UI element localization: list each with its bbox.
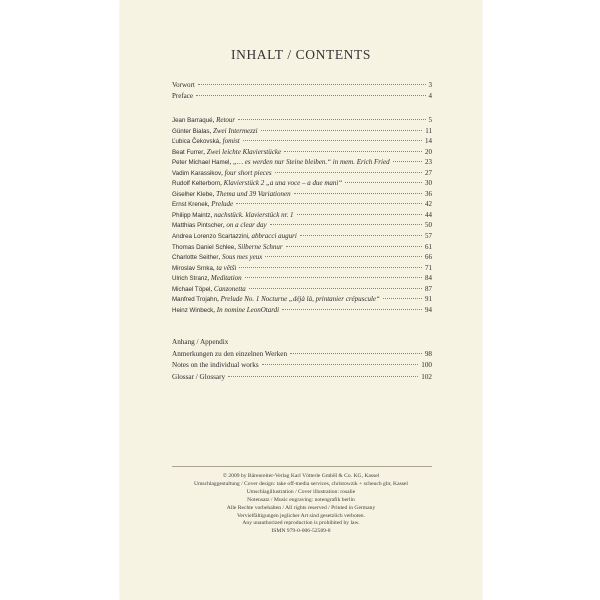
composer-name: Ulrich Stranz: [172, 275, 208, 283]
work-title: four short pieces: [224, 168, 272, 177]
composer-name: Vadim Karassikov: [172, 169, 222, 177]
leader-dots: [383, 298, 422, 299]
toc-entry-work: [172, 189, 432, 200]
toc-entry-work: [172, 126, 432, 137]
page-number: 50: [425, 221, 432, 230]
imprint-line: Any unauthorized reproduction is prohibited by law.: [242, 520, 360, 527]
toc-entry-work: [172, 220, 432, 231]
leader-dots: [297, 214, 422, 215]
imprint-line: Notensatz / Music engraving: notengrafik berlin: [247, 496, 355, 503]
toc-entry-work: [172, 157, 432, 168]
composer-name: Matthias Pintscher: [172, 222, 223, 230]
toc-entry-work: [172, 136, 432, 147]
leader-dots: [345, 182, 422, 183]
entry-label: Philipp Maintz, nachstück. klavierstück nr. 1: [172, 210, 294, 219]
work-title: Klavierstück 2 „a una voce – a due mani“: [223, 179, 343, 188]
leader-dots: [286, 246, 422, 247]
entry-label: Preface: [172, 91, 193, 100]
leader-dots: [265, 256, 422, 257]
composer-name: Beat Furrer: [172, 148, 204, 156]
toc-entry-work: [172, 168, 432, 179]
composer-name: Ľubica Čekovská: [172, 138, 220, 146]
imprint-line: ISMN 979-0-006-52589-8: [271, 528, 331, 535]
entry-label: Peter Michael Hamel, „… es werden nur Steine bleiben.“ in mem. Erich Fried: [172, 158, 390, 167]
composer-name: Rudolf Kelterborn: [172, 180, 221, 188]
leader-dots: [284, 151, 422, 152]
page-number: 61: [425, 242, 432, 251]
work-title: abbracci auguri: [251, 232, 297, 241]
composer-name: Manfred Trojahn: [172, 296, 218, 304]
work-title: nachstück. klavierstück nr. 1: [214, 210, 294, 219]
composer-name: Günter Bialas: [172, 127, 210, 135]
front-matter-list: [172, 80, 432, 101]
toc-entry-anmerkungen: [172, 349, 432, 361]
page-number: 36: [425, 189, 432, 198]
work-title: Silberne Schnur: [237, 242, 283, 251]
toc-entry-work: [172, 294, 432, 305]
composer-name: Jean Barraqué: [172, 117, 213, 124]
entry-label: Thomas Daniel Schlee, Silberne Schnur: [172, 242, 283, 251]
leader-dots: [238, 119, 425, 120]
toc-entry-work: [172, 210, 432, 221]
page-number: 66: [425, 253, 432, 262]
entry-label: Ľubica Čekovská, fomist: [172, 137, 240, 146]
imprint-line: Vervielfältigungen jeglicher Art sind gesetzlich verboten.: [237, 512, 365, 519]
page-number: 91: [425, 295, 432, 304]
work-title: „… es werden nur Steine bleiben.“ in mem. Erich Fried: [232, 158, 390, 167]
toc-entry-work: [172, 115, 432, 126]
toc-entry-work: [172, 147, 432, 158]
toc-entry-work: [172, 231, 432, 242]
leader-dots: [282, 309, 422, 310]
imprint-line: Umschlaggestaltung / Cover design: take off-media services, christowzik + scheuch gbr, Kassel: [194, 480, 408, 487]
page-number: 71: [425, 263, 432, 272]
imprint-line: Umschlagillustration / Cover illustration: rosalie: [246, 488, 356, 495]
page-number: 100: [421, 361, 432, 370]
entry-label: Anmerkungen zu den einzelnen Werken: [172, 349, 288, 358]
composer-name: Ernst Krenek: [172, 201, 208, 209]
entry-label: Beat Furrer, Zwei leichte Klavierstücke: [172, 147, 282, 156]
leader-dots: [196, 95, 426, 96]
toc-entry-work: [172, 199, 432, 210]
entry-label: Michael Töpel, Canzonetta: [172, 284, 246, 293]
entry-label: Heinz Winbeck, In nomine LeonOtardi: [172, 305, 280, 314]
toc-entry-work: [172, 242, 432, 253]
page-number: 94: [425, 305, 432, 314]
works-list: [172, 115, 432, 315]
toc-entry-notes: [172, 360, 432, 372]
leader-dots: [290, 353, 422, 354]
leader-dots: [245, 277, 422, 278]
toc-entry-work: [172, 273, 432, 284]
page-number: 23: [425, 158, 432, 167]
leader-dots: [270, 224, 422, 225]
entry-label: Andrea Lorenzo Scartazzini, abbracci auguri: [172, 232, 297, 241]
work-title: Prelude: [211, 200, 234, 209]
imprint-divider: [172, 466, 432, 467]
leader-dots: [236, 203, 422, 204]
work-title: Canzonetta: [213, 284, 246, 293]
composer-name: Philipp Maintz: [172, 211, 211, 219]
work-title: Thema und 39 Variationen: [216, 189, 291, 198]
page-number: 57: [425, 232, 432, 241]
entry-label: Charlotte Seither, Sous mes yeux: [172, 253, 263, 262]
page-number: 3: [428, 81, 432, 89]
leader-dots: [249, 288, 422, 289]
page-number: 42: [425, 200, 432, 209]
page-number: 98: [424, 349, 432, 358]
page-number: 102: [421, 372, 432, 381]
entry-label: Manfred Trojahn, Prelude No. 1 Nocturne „déjà là, printanier crépuscule“: [172, 295, 380, 304]
leader-dots: [198, 84, 426, 85]
entry-label: Notes on the individual works: [172, 361, 259, 370]
entry-label: Vadim Karassikov, four short pieces: [172, 168, 272, 177]
toc-entry-work: [172, 284, 432, 295]
appendix-heading: Anhang / Appendix: [172, 338, 229, 346]
composer-name: Giselher Klebe: [172, 190, 213, 198]
entry-label: Glossar / Glossary: [172, 372, 226, 381]
entry-label: Jean Barraqué, Retour: [172, 116, 236, 124]
entry-label: Giselher Klebe, Thema und 39 Variationen: [172, 189, 291, 198]
work-title: Sous mes yeux: [221, 253, 263, 262]
entry-label: Matthias Pintscher, on a clear day: [172, 221, 267, 230]
toc-entry-vorwort: [172, 80, 432, 91]
entry-label: Rudolf Kelterborn, Klavierstück 2 „a una voce – a due mani“: [172, 179, 343, 188]
toc-entry-work: [172, 178, 432, 189]
composer-name: Peter Michael Hamel: [172, 159, 230, 167]
toc-entry-preface: [172, 91, 432, 102]
work-title: Prelude No. 1 Nocturne „déjà là, printanier crépuscule“: [220, 295, 380, 304]
composer-name: Charlotte Seither: [172, 254, 219, 262]
page-number: 14: [425, 137, 432, 146]
imprint-line: © 2009 by Bärenreiter-Verlag Karl Vötterle GmbH & Co. KG, Kassel: [222, 473, 380, 479]
toc-entry-work: [172, 305, 432, 316]
work-title: Zwei Intermezzi: [213, 126, 258, 135]
leader-dots: [300, 235, 422, 236]
page-number: 27: [425, 168, 432, 177]
leader-dots: [393, 161, 422, 162]
work-title: on a clear day: [226, 221, 267, 230]
imprint-block: [160, 473, 442, 536]
page-number: 30: [425, 179, 432, 188]
book-page: [120, 0, 482, 600]
entry-label: Miroslav Srnka, ta větší: [172, 263, 237, 272]
composer-name: Heinz Winbeck: [172, 306, 214, 314]
entry-label: Günter Bialas, Zwei Intermezzi: [172, 126, 258, 135]
page-number: 44: [425, 210, 432, 219]
entry-label: Ulrich Stranz, Meditation: [172, 274, 242, 283]
leader-dots: [294, 193, 422, 194]
composer-name: Thomas Daniel Schlee: [172, 243, 235, 251]
composer-name: Michael Töpel: [172, 285, 211, 293]
leader-dots: [261, 130, 423, 131]
appendix-list: [172, 337, 432, 383]
page-number: 84: [425, 274, 432, 283]
work-title: Zwei leichte Klavierstücke: [206, 147, 282, 156]
leader-dots: [243, 140, 422, 141]
composer-name: Miroslav Srnka: [172, 264, 213, 272]
page-title: INHALT / CONTENTS: [231, 47, 371, 62]
composer-name: Andrea Lorenzo Scartazzini: [172, 233, 249, 241]
entry-label: Vorwort: [172, 81, 195, 89]
page-number: 20: [425, 147, 432, 156]
work-title: Meditation: [210, 274, 242, 283]
work-title: ta větší: [216, 263, 237, 272]
leader-dots: [228, 376, 418, 377]
page-number: 11: [425, 126, 432, 135]
work-title: fomist: [222, 137, 240, 146]
page-number: 4: [428, 91, 432, 100]
work-title: In nomine LeonOtardi: [216, 305, 280, 314]
page-number: 87: [425, 284, 432, 293]
leader-dots: [275, 172, 422, 173]
entry-label: Ernst Krenek, Prelude: [172, 200, 234, 209]
work-title: Retour: [216, 116, 236, 124]
leader-dots: [262, 364, 419, 365]
toc-entry-work: [172, 263, 432, 274]
toc-entry-work: [172, 252, 432, 263]
page-number: 5: [428, 116, 432, 124]
toc-entry-glossary: [172, 372, 432, 384]
leader-dots: [239, 267, 422, 268]
imprint-line: Alle Rechte vorbehalten / All rights reserved / Printed in Germany: [226, 504, 376, 511]
